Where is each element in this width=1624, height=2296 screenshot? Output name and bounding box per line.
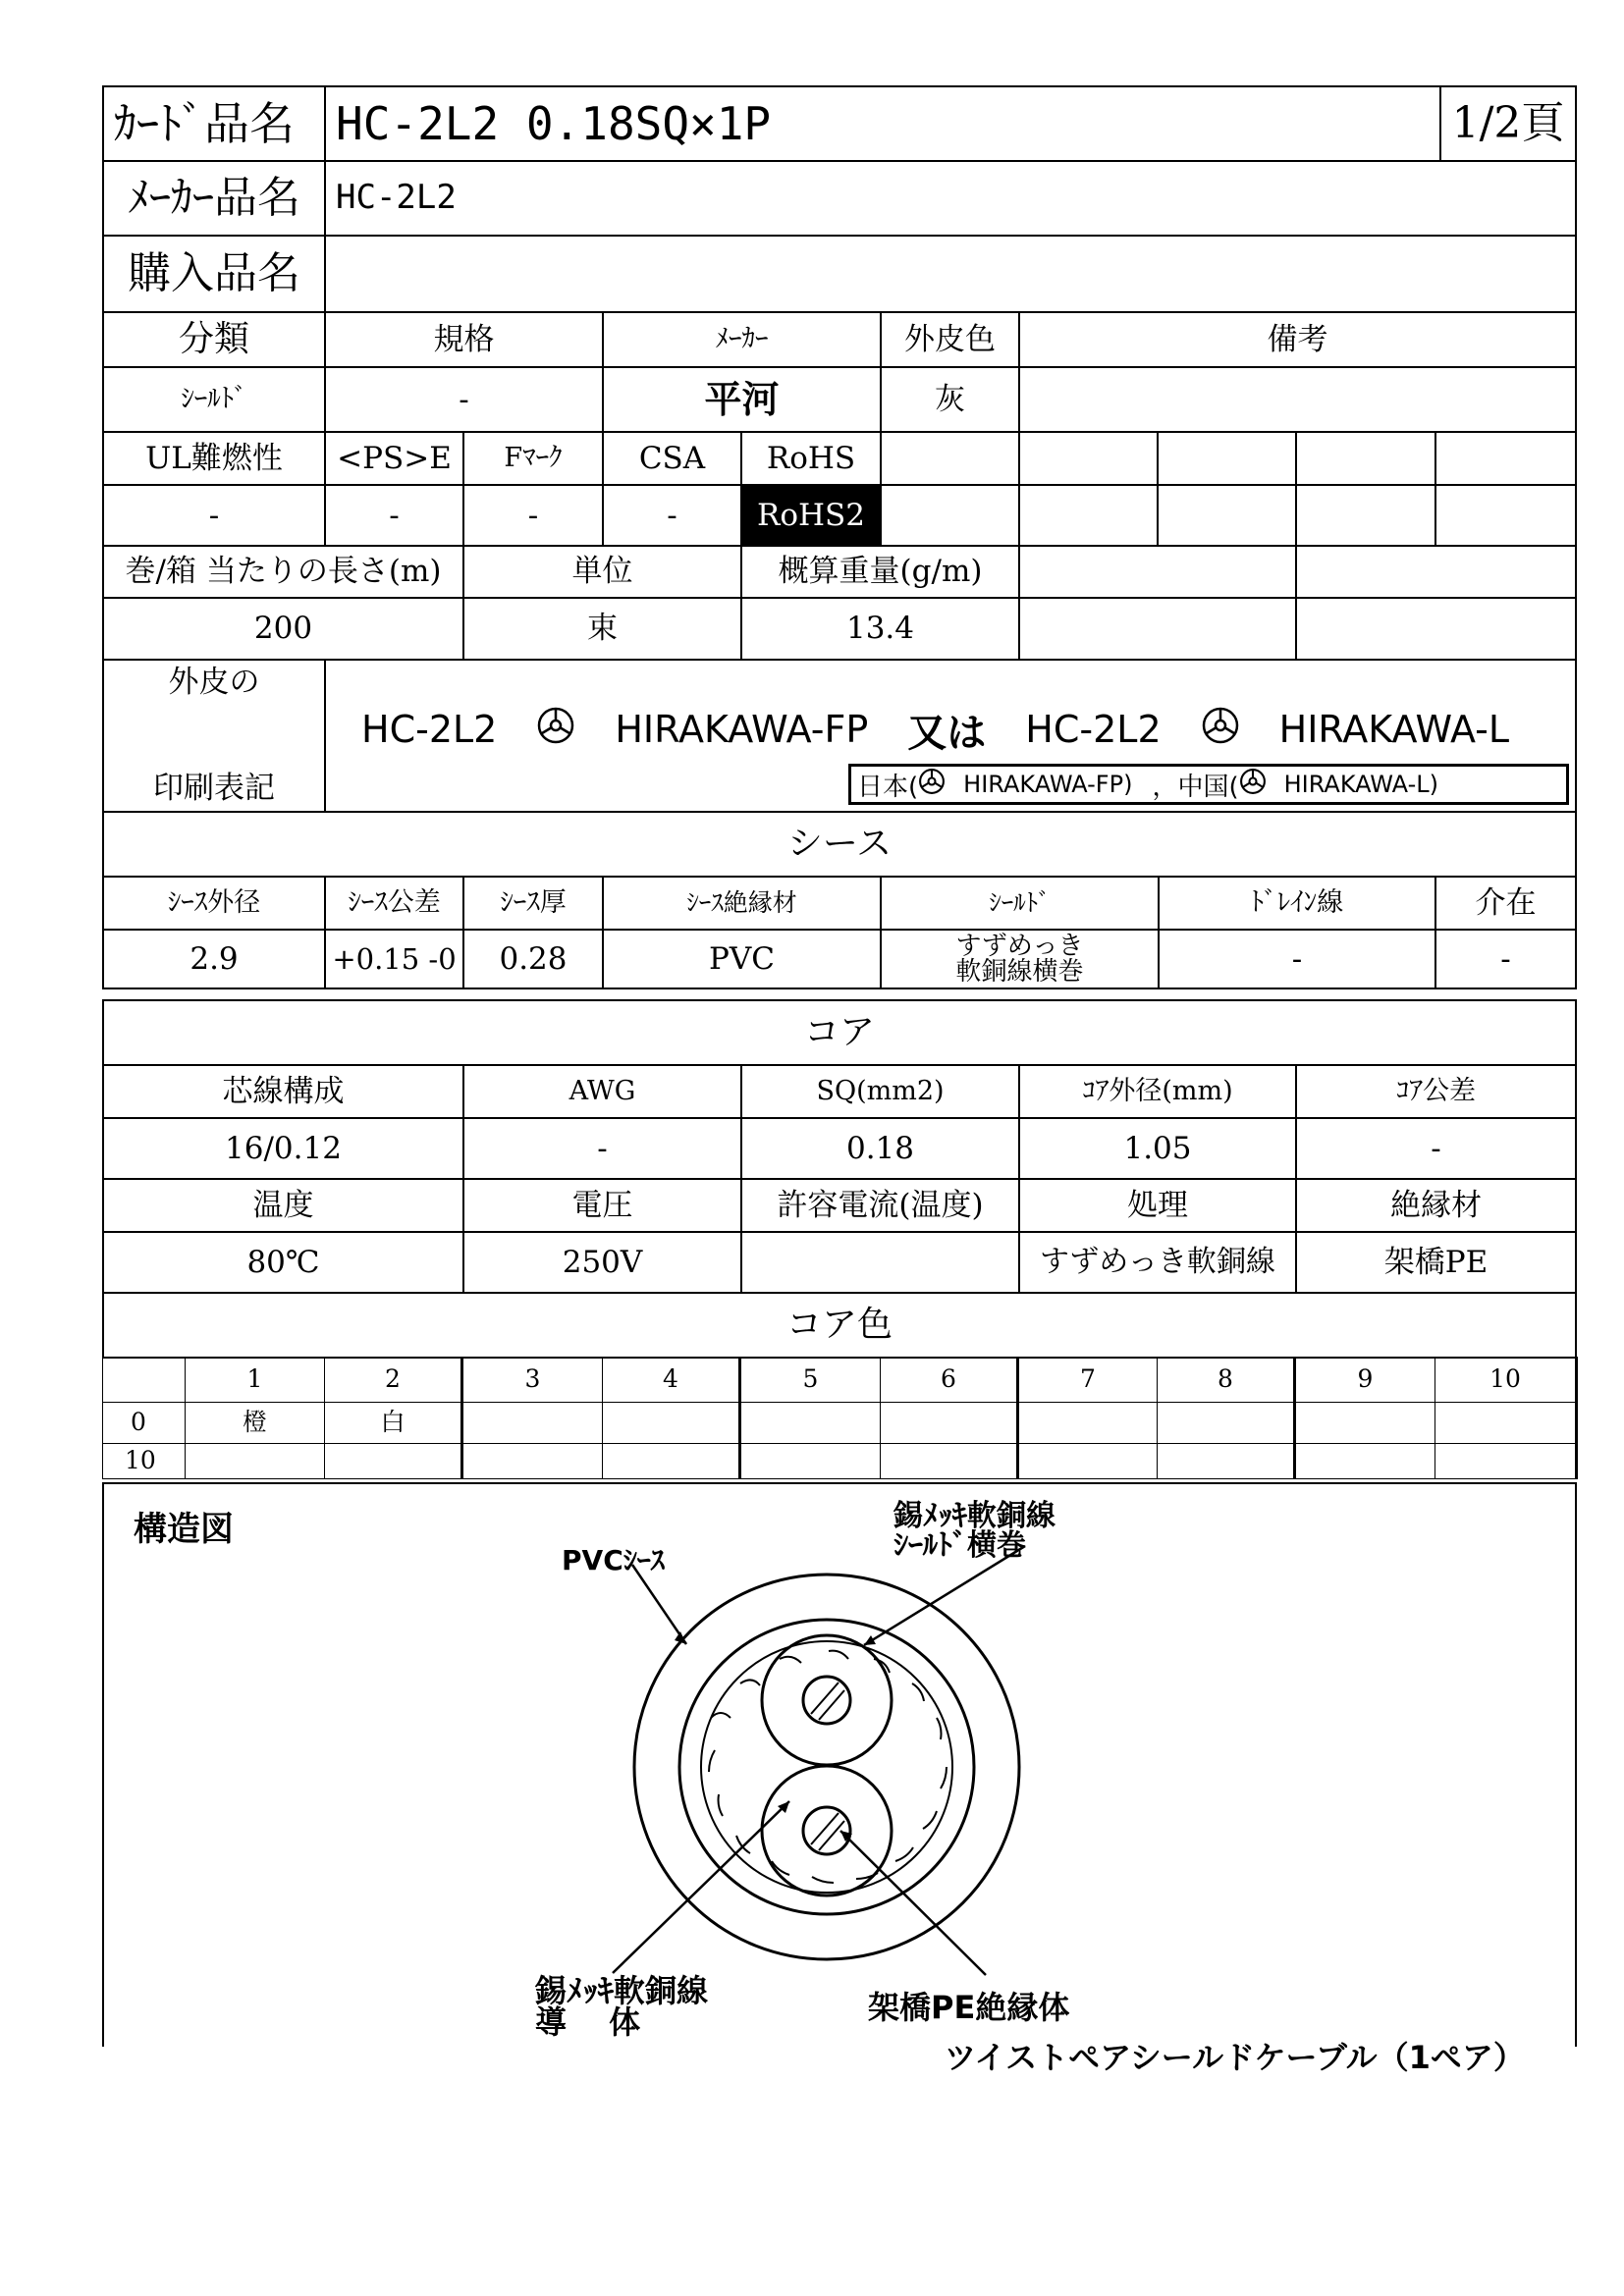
page-number: 1/2頁 (1439, 85, 1577, 162)
blank-cell (880, 431, 1020, 486)
rohs-value: RoHS2 (740, 484, 882, 547)
print-product-2: HC-2L2 (1025, 708, 1162, 751)
color-row-label: 0 (102, 1402, 186, 1444)
blank-cell (1157, 484, 1297, 547)
conductor-upper-hatch (811, 1682, 844, 1720)
print-or: 又は (907, 710, 987, 756)
card-name-value: HC-2L2 0.18SQ×1P (324, 85, 1441, 162)
temperature-value: 80℃ (102, 1231, 464, 1294)
print-marking-label-bottom: 印刷表記 (153, 771, 275, 807)
color-column-header: 4 (602, 1357, 741, 1403)
unit-label: 単位 (462, 545, 742, 599)
sheath-od-value: 2.9 (102, 929, 326, 989)
shield-value (880, 929, 1160, 989)
color-column-header: 9 (1295, 1357, 1435, 1403)
blank-cell (1018, 597, 1297, 661)
sheath-thickness-label: ｼｰｽ厚 (462, 876, 604, 931)
unit-value: 束 (462, 597, 742, 661)
conductor-construction-value: 16/0.12 (102, 1117, 464, 1180)
ul-flame-value: - (102, 484, 326, 547)
pse-symbol-icon (1239, 768, 1267, 802)
print-japan-maker: HIRAKAWA-FP) (963, 771, 1133, 798)
allowable-current-label: 許容電流(温度) (740, 1178, 1020, 1233)
maker-label: ﾒｰｶｰ (602, 311, 882, 368)
label-pvc-sheath: PVCｼｰｽ (562, 1544, 665, 1576)
shield-value-line1: すずめっき (955, 932, 1084, 961)
color-cell (1295, 1443, 1435, 1479)
label-shield-line2: ｼｰﾙﾄﾞ横巻 (893, 1528, 1026, 1563)
core-color-value (462, 1402, 603, 1444)
core-color-value (1157, 1402, 1296, 1444)
color-cell (185, 1443, 325, 1479)
purchase-name-label: 購入品名 (102, 235, 326, 313)
blank-cell (1295, 431, 1436, 486)
print-marking-label-top: 外皮の (168, 665, 260, 700)
color-cell (1435, 1443, 1578, 1479)
allowable-current-value (740, 1231, 1020, 1294)
blank-cell (1295, 545, 1577, 599)
sheath-tolerance-value: +0.15 -0 (324, 929, 464, 989)
color-cell (1157, 1443, 1296, 1479)
blank-cell (1295, 597, 1577, 661)
print-china: ，中国( (1152, 772, 1239, 802)
core-color-value (740, 1402, 881, 1444)
color-cell (1018, 1443, 1158, 1479)
remarks-value (1018, 366, 1577, 433)
label-conductor-line2: 導 体 (535, 2003, 641, 2041)
f-mark-value: - (462, 484, 604, 547)
core-color-value (1435, 1402, 1578, 1444)
color-cell (602, 1443, 741, 1479)
blank-cell (1018, 545, 1297, 599)
insulation-value: 架橋PE (1295, 1231, 1577, 1294)
core-color-section-title: コア色 (102, 1292, 1577, 1359)
color-column-header: 5 (740, 1357, 881, 1403)
jacket-color-label: 外皮色 (880, 311, 1020, 368)
awg-label: AWG (462, 1064, 742, 1119)
treatment-label: 処理 (1018, 1178, 1297, 1233)
standard-value: - (324, 366, 604, 433)
core-od-label: ｺｱ外径(mm) (1018, 1064, 1297, 1119)
csa-label: CSA (602, 431, 742, 486)
shield-value-line2: 軟銅線横巻 (955, 957, 1084, 987)
color-column-header: 2 (324, 1357, 463, 1403)
conductor-lower (803, 1807, 850, 1854)
insulation-label: 絶縁材 (1295, 1178, 1577, 1233)
conductor-upper (803, 1677, 850, 1724)
shield-label: ｼｰﾙﾄﾞ (880, 876, 1160, 931)
classification-label: 分類 (102, 311, 326, 368)
print-marking-line (361, 705, 1559, 754)
classification-value: ｼｰﾙﾄﾞ (102, 366, 326, 433)
purchase-name-value (324, 235, 1577, 313)
f-mark-label: Fﾏｰｸ (462, 431, 604, 486)
core-insulation-lower (762, 1766, 892, 1896)
color-cell (880, 1443, 1019, 1479)
color-row-label: 10 (102, 1443, 186, 1479)
blank-cell (1435, 431, 1577, 486)
maker-value: 平河 (602, 366, 882, 433)
treatment-value: すずめっき軟銅線 (1018, 1231, 1297, 1294)
sq-label: SQ(mm2) (740, 1064, 1020, 1119)
voltage-value: 250V (462, 1231, 742, 1294)
drain-wire-value: - (1158, 929, 1436, 989)
blank-cell (1018, 431, 1159, 486)
color-column-header: 10 (1435, 1357, 1578, 1403)
sheath-material-value: PVC (602, 929, 882, 989)
color-cell (324, 1443, 463, 1479)
voltage-label: 電圧 (462, 1178, 742, 1233)
core-insulation-upper (762, 1635, 892, 1765)
print-china-maker: HIRAKAWA-L) (1283, 771, 1438, 798)
core-od-value: 1.05 (1018, 1117, 1297, 1180)
pse-symbol-icon (918, 768, 946, 802)
core-color-value (1295, 1402, 1435, 1444)
card-name-label: ｶｰﾄﾞ品名 (102, 85, 326, 162)
label-shield (893, 1499, 1056, 1563)
print-marking-label (102, 659, 326, 813)
color-cell (740, 1443, 881, 1479)
color-column-header: 7 (1018, 1357, 1158, 1403)
core-color-value: 白 (324, 1402, 463, 1444)
color-column-header: 8 (1157, 1357, 1296, 1403)
pse-symbol-icon (1201, 706, 1240, 754)
cable-cross-section (102, 1482, 1577, 2047)
csa-value: - (602, 484, 742, 547)
print-maker-1: HIRAKAWA-FP (615, 708, 869, 751)
caption-clip (102, 2033, 1577, 2076)
structure-title: 構造図 (134, 1510, 234, 1549)
conductor-lower-hatch (811, 1813, 844, 1850)
print-japan: 日本( (857, 772, 919, 802)
filler-label: 介在 (1435, 876, 1577, 931)
length-per-reel-value: 200 (102, 597, 464, 661)
label-shield-line1: 錫ﾒｯｷ軟銅線 (893, 1499, 1056, 1533)
pse-value: - (324, 484, 464, 547)
color-column-header: 1 (185, 1357, 325, 1403)
color-cell (462, 1443, 603, 1479)
blank-cell (880, 484, 1020, 547)
color-column-header: 6 (880, 1357, 1019, 1403)
core-color-value (602, 1402, 741, 1444)
core-color-value (1018, 1402, 1158, 1444)
core-section-title: コア (102, 999, 1577, 1066)
sheath-material-label: ｼｰｽ絶縁材 (602, 876, 882, 931)
blank-cell (1435, 484, 1577, 547)
label-insulation: 架橋PE絶縁体 (868, 1989, 1070, 2026)
print-product-1: HC-2L2 (361, 708, 498, 751)
core-tolerance-label: ｺｱ公差 (1295, 1064, 1577, 1119)
temperature-label: 温度 (102, 1178, 464, 1233)
jacket-color-value: 灰 (880, 366, 1020, 433)
structure-caption: ツイストペアシールドケーブル（1ペア） (945, 2039, 1525, 2076)
pse-symbol-icon (536, 706, 575, 754)
core-tolerance-value: - (1295, 1117, 1577, 1180)
remarks-label: 備考 (1018, 311, 1577, 368)
core-color-value: 橙 (185, 1402, 325, 1444)
sq-value: 0.18 (740, 1117, 1020, 1180)
standard-label: 規格 (324, 311, 604, 368)
sheath-tolerance-label: ｼｰｽ公差 (324, 876, 464, 931)
label-conductor-line1: 錫ﾒｯｷ軟銅線 (535, 1972, 709, 2009)
sheath-thickness-value: 0.28 (462, 929, 604, 989)
conductor-construction-label: 芯線構成 (102, 1064, 464, 1119)
label-conductor (535, 1972, 709, 2041)
color-cell (102, 1357, 186, 1403)
weight-label: 概算重量(g/m) (740, 545, 1020, 599)
rohs-label: RoHS (740, 431, 882, 486)
maker-name-label: ﾒｰｶｰ品名 (102, 160, 326, 237)
color-column-header: 3 (462, 1357, 603, 1403)
pse-label: <PS>E (324, 431, 464, 486)
sheath-section-title: シース (102, 811, 1577, 878)
drain-wire-label: ﾄﾞﾚｲﾝ線 (1158, 876, 1436, 931)
print-origin-box (848, 764, 1569, 805)
sheath-od-label: ｼｰｽ外径 (102, 876, 326, 931)
blank-cell (1157, 431, 1297, 486)
blank-cell (1018, 484, 1159, 547)
core-color-value (880, 1402, 1019, 1444)
length-per-reel-label: 巻/箱 当たりの長さ(m) (102, 545, 464, 599)
weight-value: 13.4 (740, 597, 1020, 661)
print-maker-2: HIRAKAWA-L (1278, 708, 1509, 751)
blank-cell (1295, 484, 1436, 547)
maker-name-value: HC-2L2 (324, 160, 1577, 237)
filler-value: - (1435, 929, 1577, 989)
ul-flame-label: UL難燃性 (102, 431, 326, 486)
awg-value: - (462, 1117, 742, 1180)
